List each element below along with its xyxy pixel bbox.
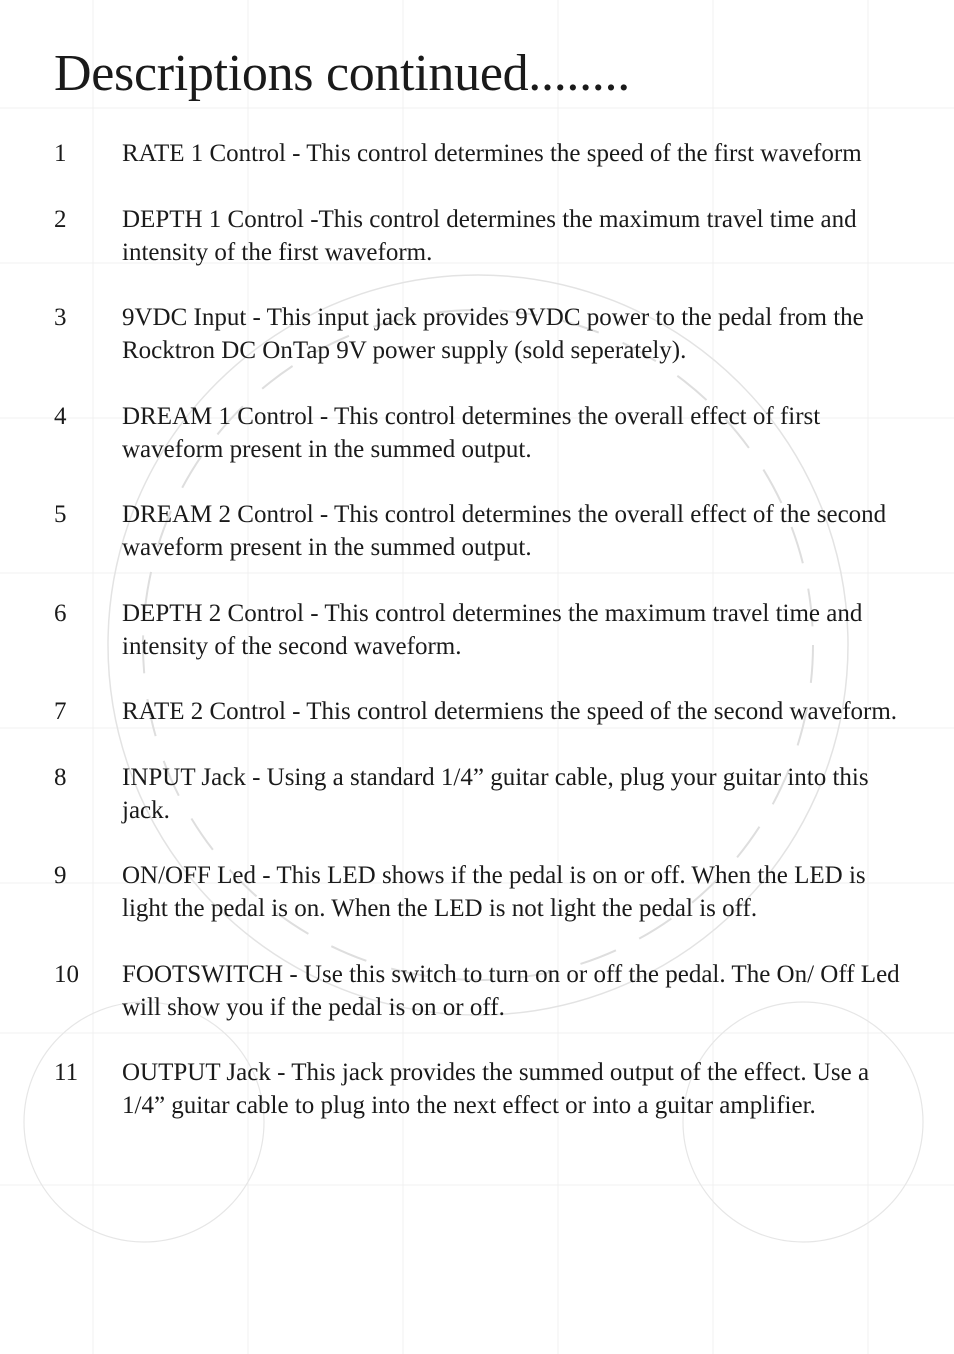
- list-item: [54, 137, 904, 170]
- item-description: OUTPUT Jack - This jack provides the summed output of the effect. Use a 1/4” guitar cable to plug into the next effect or into a guitar amplifier.: [122, 1059, 870, 1119]
- item-number: 1: [54, 140, 67, 167]
- item-number: 6: [54, 599, 67, 627]
- item-number: 8: [54, 763, 67, 791]
- item-number: 3: [54, 304, 67, 331]
- item-description: INPUT Jack - Using a standard 1/4” guitar cable, plug your guitar into this jack.: [122, 763, 869, 824]
- list-item: [54, 958, 904, 1024]
- item-description: FOOTSWITCH - Use this switch to turn on or off the pedal. The On/ Off Led will show you if the pedal is on or off.: [122, 960, 900, 1021]
- item-description: DEPTH 2 Control - This control determines the maximum travel time and intensity of the second waveform.: [122, 599, 863, 660]
- list-item: [54, 498, 904, 564]
- list-item: [54, 203, 904, 269]
- item-number: 7: [54, 698, 67, 725]
- item-description: DREAM 2 Control - This control determines the overall effect of the second waveform present in the summed output.: [122, 501, 887, 561]
- item-description: DREAM 1 Control - This control determines the overall effect of first waveform present in the summed output.: [122, 402, 821, 463]
- list-item: [54, 1056, 904, 1122]
- item-description: RATE 2 Control - This control determiens the speed of the second waveform.: [122, 698, 898, 725]
- item-number: 11: [54, 1059, 79, 1086]
- item-number: 2: [54, 205, 67, 233]
- list-item: [54, 301, 904, 367]
- page-title: Descriptions continued........: [54, 45, 630, 102]
- item-description: 9VDC Input - This input jack provides 9VDC power to the pedal from the Rocktron DC OnTap 9V power supply (sold seperately).: [122, 304, 864, 364]
- item-description: DEPTH 1 Control -This control determines the maximum travel time and intensity of the first waveform.: [122, 205, 857, 266]
- descriptions-list: [54, 137, 904, 1155]
- list-item: [54, 400, 904, 466]
- item-number: 9: [54, 862, 67, 889]
- list-item: [54, 761, 904, 827]
- list-item: [54, 859, 904, 925]
- item-number: 5: [54, 501, 67, 528]
- item-description: RATE 1 Control - This control determines the speed of the first waveform: [122, 140, 862, 167]
- item-description: ON/OFF Led - This LED shows if the pedal is on or off. When the LED is light the pedal is on. When the LED is not light the pedal is off.: [122, 862, 866, 922]
- list-item: [54, 597, 904, 663]
- item-number: 10: [54, 960, 79, 988]
- item-number: 4: [54, 402, 67, 430]
- list-item: [54, 695, 904, 728]
